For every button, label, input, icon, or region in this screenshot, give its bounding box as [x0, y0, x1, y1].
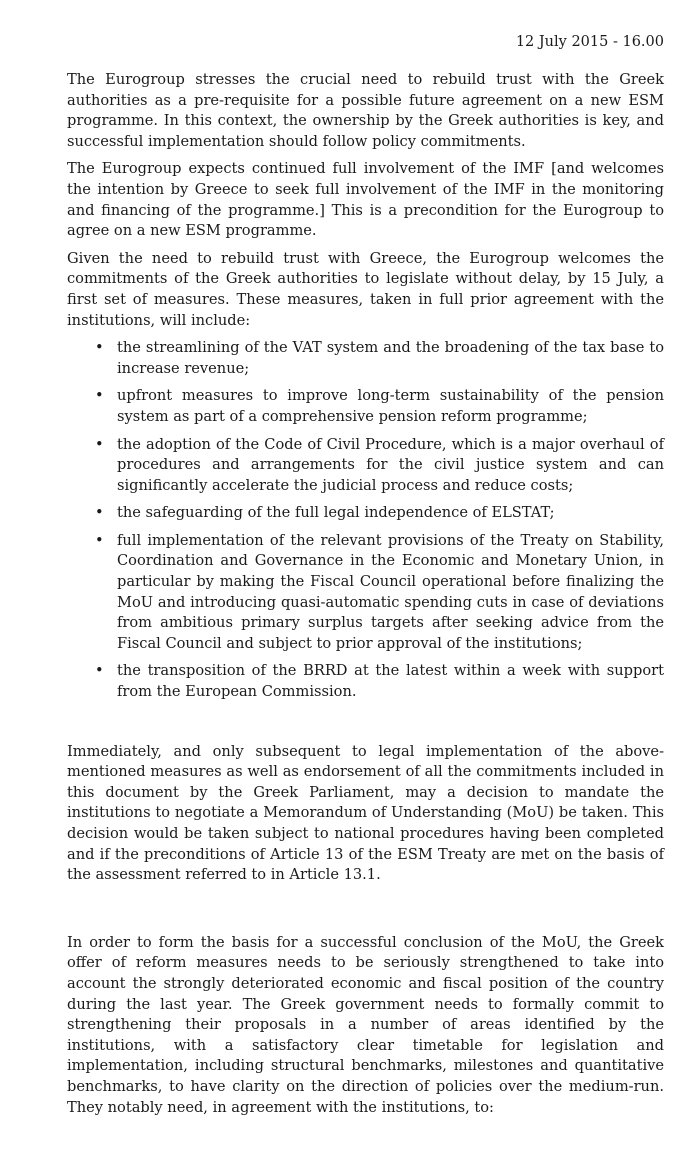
list-item-text: upfront measures to improve long-term sustainability of the pension system as part of a comprehensive pension reform programme;: [117, 387, 664, 425]
measures-list: [67, 338, 664, 703]
document-body: [67, 70, 664, 1125]
list-item: [67, 435, 664, 497]
list-item: [67, 661, 664, 702]
list-item-text: the safeguarding of the full legal independence of ELSTAT;: [117, 504, 555, 522]
paragraph-first-measures: Given the need to rebuild trust with Greece, the Eurogroup welcomes the commitments of the Greek authorities to legislate without delay, by 15 July, a first set of measures. These measures, taken in full prior agreement with the institutions, will include:: [67, 249, 664, 329]
list-item-text: the transposition of the BRRD at the latest within a week with support from the European Commission.: [117, 662, 664, 701]
list-item-text: full implementation of the relevant provisions of the Treaty on Stability, Coordination and Governance in the Economic and Monetary Union, in particular by making the Fiscal Council operational before finalizing the MoU and introducing quasi-automatic spending cuts in case of deviations from ambitious primary surplus targets after seeking advice from the Fiscal Council and subject to prior approval of the institutions;: [117, 531, 664, 652]
section-spacer: [67, 710, 664, 742]
paragraph-imf: The Eurogroup expects continued full involvement of the IMF [and welcomes the intention by Greece to seek full involvement of the IMF in the monitoring and financing of the programme.] This is a precondition for the Eurogroup to agree on a new ESM programme.: [67, 160, 664, 240]
paragraph-trust: The Eurogroup stresses the crucial need to rebuild trust with the Greek authorities as a pre-requisite for a possible future agreement on a new ESM programme. In this context, the ownership by the Greek authorities is key, and successful implementation should follow policy commitments.: [67, 71, 664, 150]
list-item-text: the adoption of the Code of Civil Procedure, which is a major overhaul of procedures and arrangements for the civil justice system and can significantly accelerate the judicial process and reduce costs;: [117, 435, 664, 494]
bullet-icon: •: [95, 339, 104, 357]
bullet-icon: •: [95, 531, 104, 549]
list-item-text: the streamlining of the VAT system and the broadening of the tax base to increase revenue;: [117, 339, 664, 377]
bullet-icon: •: [95, 504, 104, 522]
list-item: [67, 531, 664, 655]
section-spacer: [67, 893, 664, 933]
list-item: [67, 503, 664, 524]
bullet-icon: •: [95, 387, 104, 405]
list-item: [67, 338, 664, 379]
dateline: 12 July 2015 - 16.00: [515, 34, 664, 50]
list-item: [67, 386, 664, 427]
paragraph-mou-mandate: Immediately, and only subsequent to legal implementation of the above-mentioned measures as well as endorsement of all the commitments included in this document by the Greek Parliament, may a decision to mandate the institutions to negotiate a Memorandum of Understanding (MoU) be taken. This decision would be taken subject to national procedures having been completed and if the preconditions of Article 13 of the ESM Treaty are met on the basis of the assessment referred to in Article 13.1.: [67, 742, 664, 884]
bullet-icon: •: [95, 435, 104, 453]
paragraph-reform-offer: In order to form the basis for a successful conclusion of the MoU, the Greek offer of reform measures needs to be seriously strengthened to take into account the strongly deteriorated economic and fiscal position of the country during the last year. The Greek government needs to formally commit to strengthening their proposals in a number of areas identified by the institutions, with a satisfactory clear timetable for legislation and implementation, including structural benchmarks, milestones and quantitative benchmarks, to have clarity on the direction of policies over the medium-run. They notably need, in agreement with the institutions, to:: [67, 933, 664, 1116]
bullet-icon: •: [95, 662, 104, 680]
